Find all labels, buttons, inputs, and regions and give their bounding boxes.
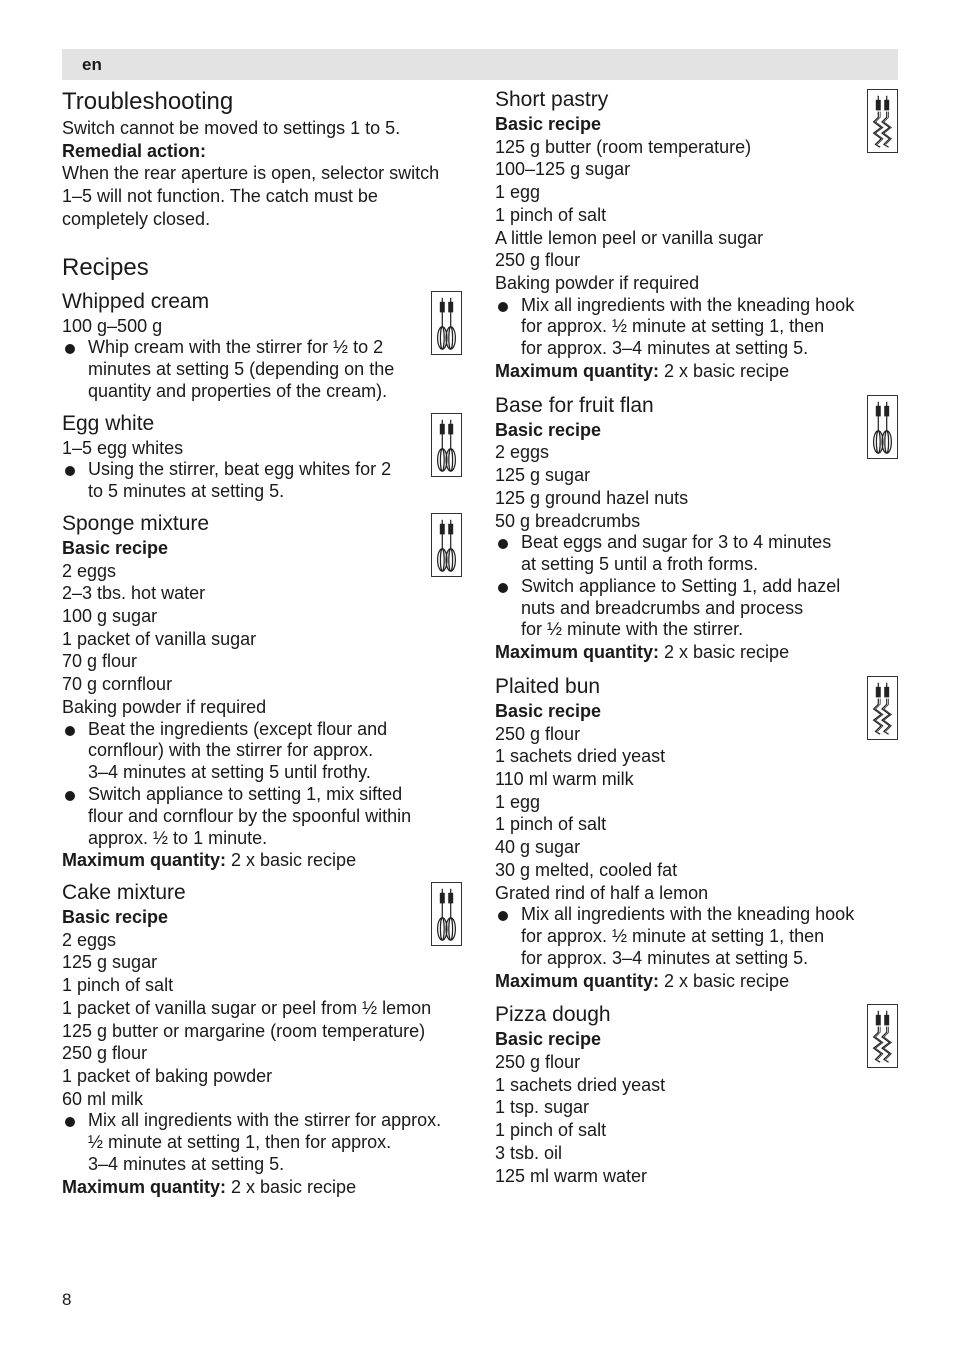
recipe-title: Base for fruit flan [495, 393, 654, 417]
max-quantity-value: 2 x basic recipe [659, 361, 790, 382]
troubleshooting-title: Troubleshooting [62, 88, 234, 115]
step-line: for approx. 3–4 minutes at setting 5. [521, 338, 809, 359]
ingredient-item: 1 pinch of salt [495, 204, 607, 225]
step-line: cornflour) with the stirrer for approx. [88, 740, 374, 761]
step-line: Switch appliance to setting 1, mix sifted [88, 783, 403, 804]
max-quantity [495, 641, 898, 664]
step-line: Beat eggs and sugar for 3 to 4 minutes [521, 532, 832, 553]
ingredient-item: 125 g sugar [495, 465, 591, 486]
ingredient-item: 1 pinch of salt [62, 975, 174, 996]
kneading-hook-icon [867, 1004, 898, 1068]
ingredient-item: 100 g sugar [62, 606, 158, 627]
step-item [62, 459, 462, 503]
basic-recipe-label: Basic recipe [495, 419, 602, 440]
step-line: approx. ½ to 1 minute. [88, 827, 268, 848]
problem-text: Switch cannot be moved to settings 1 to 5. [62, 118, 401, 138]
ingredient-item: Grated rind of half a lemon [495, 882, 709, 903]
basic-recipe-label: Basic recipe [62, 537, 169, 558]
step-item [62, 1110, 462, 1175]
recipe-plaited-bun [495, 674, 898, 992]
ingredient-item: 1 pinch of salt [495, 1120, 607, 1141]
step-line: Beat the ingredients (except flour and [88, 718, 388, 739]
step-line: to 5 minutes at setting 5. [88, 481, 285, 502]
step-line: for approx. ½ minute at setting 1, then [521, 316, 825, 337]
recipe-pizza-dough [495, 1002, 898, 1187]
recipe-title: Plaited bun [495, 674, 601, 698]
remedial-label: Remedial action: [62, 140, 207, 161]
step-item [62, 719, 462, 784]
ingredient-item: 1 egg [495, 791, 541, 812]
step-item [495, 904, 898, 969]
recipe-title: Sponge mixture [62, 511, 210, 535]
step-line: Switch appliance to Setting 1, add hazel [521, 575, 841, 596]
kneading-hook-icon [867, 676, 898, 740]
step-item [495, 576, 898, 641]
step-line: Mix all ingredients with the kneading hook [521, 904, 855, 925]
step-line: nuts and breadcrumbs and process [521, 597, 804, 618]
page-number: 8 [62, 1290, 72, 1309]
ingredient-item: 60 ml milk [62, 1088, 144, 1109]
whisk-icon [867, 395, 898, 459]
ingredient-item: 70 g cornflour [62, 674, 173, 695]
text-line: 1–5 will not function. The catch must be [62, 186, 378, 207]
max-quantity [62, 1176, 462, 1199]
troubleshooting-section [62, 87, 462, 231]
recipe-cake-mixture [62, 880, 462, 1198]
ingredient-item: 1 pinch of salt [495, 814, 607, 835]
recipe-fruit-flan [495, 393, 898, 664]
recipe-quantity: 1–5 egg whites [62, 437, 184, 458]
ingredient-item: 250 g flour [495, 1052, 581, 1073]
max-quantity-value: 2 x basic recipe [226, 1176, 357, 1197]
recipe-sponge-mixture [62, 511, 462, 872]
ingredient-item: 2 eggs [495, 442, 550, 463]
max-quantity-label: Maximum quantity: [62, 850, 227, 871]
ingredient-item: 30 g melted, cooled fat [495, 859, 678, 880]
step-line: ½ minute at setting 1, then for approx. [88, 1132, 392, 1153]
text-line: When the rear aperture is open, selector switch [62, 163, 440, 184]
step-line: 3–4 minutes at setting 5. [88, 1153, 285, 1174]
step-line: for approx. ½ minute at setting 1, then [521, 926, 825, 947]
ingredient-item: 1 packet of vanilla sugar or peel from ½ lemon [62, 997, 432, 1018]
ingredient-item: A little lemon peel or vanilla sugar [495, 227, 764, 248]
ingredient-item: Baking powder if required [495, 272, 700, 293]
step-line: 3–4 minutes at setting 5 until frothy. [88, 762, 371, 783]
ingredient-item: 250 g flour [495, 723, 581, 744]
recipe-title: Whipped cream [62, 289, 210, 313]
basic-recipe-label: Basic recipe [62, 907, 169, 928]
max-quantity-label: Maximum quantity: [495, 642, 660, 663]
ingredient-item: 1 tsp. sugar [495, 1097, 590, 1118]
step-line: Mix all ingredients with the kneading hook [521, 294, 855, 315]
left-column [62, 87, 462, 1198]
ingredient-item: 2–3 tbs. hot water [62, 583, 206, 604]
language-code: en [82, 55, 102, 74]
step-line: for ½ minute with the stirrer. [521, 619, 744, 640]
max-quantity [495, 360, 898, 383]
whisk-icon [431, 513, 462, 577]
step-item [62, 784, 462, 849]
step-item [495, 532, 898, 576]
ingredient-item: 40 g sugar [495, 837, 581, 858]
recipe-quantity: 100 g–500 g [62, 315, 163, 336]
ingredient-item: 50 g breadcrumbs [495, 510, 641, 531]
ingredient-item: 3 tsb. oil [495, 1142, 563, 1163]
step-line: quantity and properties of the cream). [88, 380, 388, 401]
step-item [495, 295, 898, 360]
recipe-egg-white [62, 411, 462, 503]
recipe-title: Short pastry [495, 88, 609, 111]
ingredient-item: 100–125 g sugar [495, 159, 631, 180]
ingredient-item: 1 packet of baking powder [62, 1065, 273, 1086]
ingredient-item: 1 egg [495, 182, 541, 203]
ingredient-item: 125 g butter or margarine (room temperature) [62, 1020, 426, 1041]
recipe-title: Pizza dough [495, 1003, 611, 1027]
basic-recipe-label: Basic recipe [495, 114, 602, 134]
ingredient-item: 250 g flour [495, 250, 581, 271]
language-bar [62, 49, 898, 80]
ingredient-item: 2 eggs [62, 929, 117, 950]
ingredient-item: 1 sachets dried yeast [495, 1074, 666, 1095]
step-line: at setting 5 until a froth forms. [521, 554, 759, 575]
ingredient-item: 2 eggs [62, 560, 117, 581]
ingredient-item: 110 ml warm milk [495, 769, 634, 790]
right-column [495, 87, 898, 1187]
kneading-hook-icon [867, 89, 898, 153]
basic-recipe-label: Basic recipe [495, 700, 602, 721]
ingredient-item: 1 sachets dried yeast [495, 746, 666, 767]
recipe-title: Cake mixture [62, 881, 186, 905]
ingredient-item: Baking powder if required [62, 696, 267, 717]
step-item [62, 337, 462, 402]
recipe-whipped-cream [62, 289, 462, 403]
max-quantity-label: Maximum quantity: [495, 361, 660, 382]
basic-recipe-label: Basic recipe [495, 1029, 602, 1050]
ingredient-item: 70 g flour [62, 651, 138, 672]
max-quantity-label: Maximum quantity: [62, 1176, 227, 1197]
step-line: Mix all ingredients with the stirrer for approx. [88, 1110, 442, 1131]
ingredient-item: 125 g ground hazel nuts [495, 487, 689, 508]
ingredient-item: 250 g flour [62, 1043, 148, 1064]
ingredient-item: 125 g butter (room temperature) [495, 136, 752, 157]
recipes-title: Recipes [62, 253, 149, 281]
max-quantity-label: Maximum quantity: [495, 970, 660, 991]
max-quantity-value: 2 x basic recipe [659, 642, 790, 663]
whisk-icon [431, 882, 462, 946]
step-line: for approx. 3–4 minutes at setting 5. [521, 947, 809, 968]
step-line: Using the stirrer, beat egg whites for 2 [88, 459, 392, 480]
max-quantity-value: 2 x basic recipe [226, 850, 357, 871]
step-line: minutes at setting 5 (depending on the [88, 359, 395, 380]
step-line: flour and cornflour by the spoonful within [88, 805, 412, 826]
remedial-text [62, 162, 462, 230]
recipe-title: Egg white [62, 411, 155, 435]
ingredient-item: 125 g sugar [62, 952, 158, 973]
max-quantity-value: 2 x basic recipe [659, 970, 790, 991]
ingredient-item: 1 packet of vanilla sugar [62, 628, 257, 649]
recipe-short-pastry [495, 87, 898, 383]
max-quantity [495, 970, 898, 993]
step-line: Whip cream with the stirrer for ½ to 2 [88, 337, 384, 358]
ingredient-item: 125 ml warm water [495, 1165, 648, 1186]
max-quantity [62, 849, 462, 872]
text-line: completely closed. [62, 208, 211, 229]
